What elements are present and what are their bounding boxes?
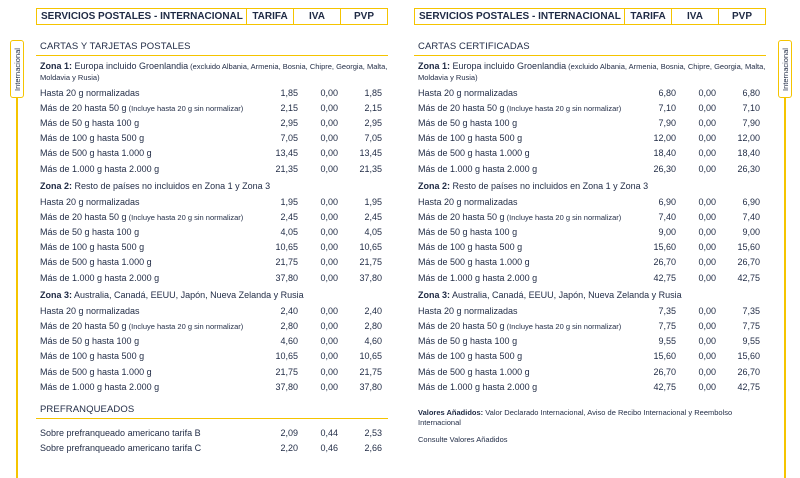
row-tarifa: 9,55 — [658, 336, 676, 347]
header-title: SERVICIOS POSTALES - INTERNACIONAL — [419, 11, 621, 22]
row-pvp: 9,00 — [742, 227, 760, 238]
side-tab-right — [778, 40, 792, 450]
row-tarifa: 7,40 — [658, 211, 676, 222]
side-tab-label-box — [778, 40, 792, 98]
row-tarifa: 7,05 — [280, 133, 298, 144]
row-label-text: Más de 50 g hasta 100 g — [418, 227, 518, 238]
row-pvp: 7,75 — [742, 321, 760, 332]
table-row — [414, 161, 766, 176]
row-label-text: Más de 50 g hasta 100 g — [40, 336, 140, 347]
zone-heading — [414, 181, 766, 192]
zone-name: Australia, Canadá, EEUU, Japón, Nueva Zelanda y Rusia — [72, 290, 304, 301]
row-tarifa: 1,85 — [280, 87, 298, 98]
row-pvp: 7,05 — [364, 133, 382, 144]
row-iva: 0,44 — [320, 427, 338, 438]
row-pvp: 18,40 — [737, 148, 760, 159]
zone-name: Europa incluido Groenlandia — [72, 61, 189, 71]
row-tarifa: 2,95 — [280, 117, 298, 128]
table-row — [36, 146, 388, 161]
zone-title: Zona 2: — [40, 181, 73, 192]
table-row — [414, 85, 766, 100]
row-label-text: Hasta 20 g normalizadas — [40, 305, 140, 316]
table-row — [414, 225, 766, 240]
row-tarifa: 2,20 — [280, 443, 298, 454]
table-row — [414, 115, 766, 130]
row-tarifa: 7,35 — [658, 305, 676, 316]
row-label — [40, 212, 258, 222]
side-rule — [16, 98, 18, 478]
table-row — [414, 318, 766, 333]
row-iva: 0,00 — [698, 305, 716, 316]
row-iva: 0,00 — [698, 351, 716, 362]
zone-block — [36, 290, 388, 394]
zone-exclusions: (excluido Albania, Armenia, Bosnia, Chipre, Georgia, Malta, Moldavia y Rusia) — [418, 62, 766, 82]
row-tarifa: 26,30 — [653, 163, 676, 174]
row-label-text: Hasta 20 g normalizadas — [40, 87, 140, 98]
row-tarifa: 21,75 — [275, 257, 298, 268]
table-row — [414, 194, 766, 209]
table-row — [414, 349, 766, 364]
row-tarifa: 7,90 — [658, 117, 676, 128]
row-label — [418, 321, 636, 331]
row-iva: 0,00 — [320, 257, 338, 268]
row-tarifa: 10,65 — [275, 351, 298, 362]
row-iva: 0,00 — [698, 196, 716, 207]
row-label-text: Más de 1.000 g hasta 2.000 g — [40, 163, 160, 174]
row-iva: 0,00 — [698, 242, 716, 253]
row-tarifa: 2,40 — [280, 305, 298, 316]
row-iva: 0,00 — [320, 148, 338, 159]
row-iva: 0,00 — [698, 148, 716, 159]
row-label — [40, 367, 258, 377]
added-values-text: Valor Declarado Internacional, Aviso de Recibo Internacional y Reembolso Internacional — [418, 408, 733, 428]
row-label-text: Más de 1.000 g hasta 2.000 g — [418, 163, 538, 174]
row-iva: 0,00 — [320, 272, 338, 283]
table-row — [414, 131, 766, 146]
row-pvp: 10,65 — [359, 242, 382, 253]
row-label-note: (Incluye hasta 20 g sin normalizar) — [504, 322, 622, 332]
header-pvp: PVP — [340, 9, 387, 24]
table-row — [414, 270, 766, 285]
header-tarifa: TARIFA — [246, 9, 293, 24]
row-pvp: 2,66 — [364, 443, 382, 454]
table-row — [36, 100, 388, 115]
row-iva: 0,00 — [320, 366, 338, 377]
zone-rows — [414, 194, 766, 285]
row-pvp: 37,80 — [359, 272, 382, 283]
table-header — [36, 8, 388, 25]
row-iva: 0,00 — [320, 321, 338, 332]
row-iva: 0,00 — [698, 102, 716, 113]
row-tarifa: 37,80 — [275, 381, 298, 392]
row-pvp: 6,80 — [742, 87, 760, 98]
row-pvp: 10,65 — [359, 351, 382, 362]
header-pvp: PVP — [718, 9, 765, 24]
row-pvp: 37,80 — [359, 381, 382, 392]
row-iva: 0,00 — [698, 211, 716, 222]
table-row — [36, 364, 388, 379]
row-iva: 0,00 — [320, 133, 338, 144]
row-label-text: Más de 100 g hasta 500 g — [418, 351, 523, 362]
table-row — [36, 349, 388, 364]
row-label — [40, 351, 258, 361]
row-iva: 0,00 — [320, 87, 338, 98]
table-row — [36, 441, 388, 456]
row-label — [418, 242, 636, 252]
row-label — [418, 273, 636, 283]
row-label-text: Más de 20 hasta 50 g — [418, 321, 505, 332]
zone-rows — [414, 85, 766, 176]
table-row — [36, 115, 388, 130]
row-tarifa: 2,09 — [280, 427, 298, 438]
row-tarifa: 21,35 — [275, 163, 298, 174]
zones — [414, 61, 766, 394]
row-iva: 0,00 — [698, 163, 716, 174]
row-label — [418, 367, 636, 377]
zone-block — [36, 181, 388, 285]
row-iva: 0,00 — [698, 336, 716, 347]
table-row — [36, 303, 388, 318]
row-label — [418, 382, 636, 392]
table-row — [36, 334, 388, 349]
side-tab-label: Internacional — [12, 47, 22, 91]
row-label-text: Más de 20 hasta 50 g — [40, 102, 127, 113]
zone-heading — [414, 61, 766, 83]
row-label-text: Más de 1.000 g hasta 2.000 g — [40, 381, 160, 392]
table-row — [36, 225, 388, 240]
row-label-text: Más de 50 g hasta 100 g — [418, 336, 518, 347]
row-label-text: Hasta 20 g normalizadas — [418, 87, 518, 98]
table-row — [414, 334, 766, 349]
table-row — [36, 194, 388, 209]
row-iva: 0,00 — [698, 257, 716, 268]
row-label-text: Más de 500 g hasta 1.000 g — [40, 257, 152, 268]
section-heading-prefranqueados: PREFRANQUEADOS — [36, 404, 388, 419]
row-label-text: Más de 50 g hasta 100 g — [40, 117, 140, 128]
zone-name: Resto de países no incluidos en Zona 1 y Zona 3 — [72, 181, 271, 192]
row-label-text: Más de 100 g hasta 500 g — [40, 242, 145, 253]
row-tarifa: 7,10 — [658, 102, 676, 113]
table-row — [414, 303, 766, 318]
row-label — [418, 351, 636, 361]
zone-rows — [36, 194, 388, 285]
row-label — [418, 148, 636, 158]
row-label-text: Sobre prefranqueado americano tarifa B — [40, 427, 201, 438]
row-label-note: (Incluye hasta 20 g sin normalizar) — [504, 212, 622, 222]
row-label — [40, 103, 258, 113]
zone-block — [36, 61, 388, 176]
row-label — [418, 88, 636, 98]
row-label-text: Más de 100 g hasta 500 g — [418, 133, 523, 144]
row-label — [418, 257, 636, 267]
row-iva: 0,00 — [698, 381, 716, 392]
right-column — [414, 0, 766, 445]
row-pvp: 26,30 — [737, 163, 760, 174]
table-row — [414, 364, 766, 379]
row-pvp: 9,55 — [742, 336, 760, 347]
row-label — [40, 336, 258, 346]
row-pvp: 42,75 — [737, 272, 760, 283]
table-row — [36, 161, 388, 176]
row-label-text: Más de 500 g hasta 1.000 g — [418, 148, 530, 159]
zone-heading — [36, 61, 388, 83]
row-pvp: 1,95 — [364, 196, 382, 207]
table-row — [414, 100, 766, 115]
table-row — [36, 379, 388, 394]
row-tarifa: 13,45 — [275, 148, 298, 159]
row-tarifa: 7,75 — [658, 321, 676, 332]
zone-name: Resto de países no incluidos en Zona 1 y Zona 3 — [450, 181, 649, 192]
row-label-text: Más de 1.000 g hasta 2.000 g — [418, 381, 538, 392]
row-tarifa: 15,60 — [653, 242, 676, 253]
zone-title: Zona 1: — [40, 61, 73, 71]
row-tarifa: 21,75 — [275, 366, 298, 377]
zone-rows — [36, 85, 388, 176]
table-header — [414, 8, 766, 25]
left-column — [36, 0, 388, 456]
row-label-text: Más de 50 g hasta 100 g — [418, 117, 518, 128]
row-label-text: Más de 20 hasta 50 g — [40, 211, 127, 222]
row-label-text: Más de 500 g hasta 1.000 g — [40, 148, 152, 159]
row-pvp: 15,60 — [737, 242, 760, 253]
side-tab-label: Internacional — [780, 47, 790, 91]
added-values-title: Valores Añadidos: — [418, 408, 484, 418]
row-label — [418, 197, 636, 207]
row-tarifa: 26,70 — [653, 366, 676, 377]
added-values-note — [414, 408, 766, 428]
zone-title: Zona 3: — [40, 290, 73, 301]
zone-rows — [414, 303, 766, 394]
zone-name: Australia, Canadá, EEUU, Japón, Nueva Zelanda y Rusia — [450, 290, 682, 301]
row-label-text: Hasta 20 g normalizadas — [418, 305, 518, 316]
row-tarifa: 6,90 — [658, 196, 676, 207]
row-label-text: Más de 100 g hasta 500 g — [418, 242, 523, 253]
row-label — [40, 321, 258, 331]
row-label-note: (Incluye hasta 20 g sin normalizar) — [126, 322, 244, 332]
row-label — [40, 133, 258, 143]
row-tarifa: 6,80 — [658, 87, 676, 98]
row-tarifa: 42,75 — [653, 272, 676, 283]
consult-link[interactable]: Consulte Valores Añadidos — [418, 435, 508, 445]
row-iva: 0,00 — [320, 117, 338, 128]
row-label-text: Más de 500 g hasta 1.000 g — [418, 366, 530, 377]
row-iva: 0,00 — [320, 163, 338, 174]
table-row — [36, 131, 388, 146]
section-heading: CARTAS CERTIFICADAS — [414, 41, 766, 56]
row-tarifa: 10,65 — [275, 242, 298, 253]
row-tarifa: 1,95 — [280, 196, 298, 207]
row-label — [418, 118, 636, 128]
header-iva: IVA — [671, 9, 718, 24]
row-pvp: 4,60 — [364, 336, 382, 347]
row-label — [418, 227, 636, 237]
row-label-text: Más de 1.000 g hasta 2.000 g — [40, 272, 160, 283]
row-tarifa: 2,45 — [280, 211, 298, 222]
row-pvp: 2,45 — [364, 211, 382, 222]
row-label — [40, 148, 258, 158]
row-iva: 0,00 — [698, 321, 716, 332]
row-label — [40, 382, 258, 392]
row-iva: 0,00 — [320, 305, 338, 316]
row-iva: 0,00 — [698, 272, 716, 283]
table-row — [414, 379, 766, 394]
row-pvp: 12,00 — [737, 133, 760, 144]
row-tarifa: 2,15 — [280, 102, 298, 113]
row-label — [418, 103, 636, 113]
zone-name: Europa incluido Groenlandia — [450, 61, 567, 71]
row-pvp: 2,40 — [364, 305, 382, 316]
row-tarifa: 26,70 — [653, 257, 676, 268]
row-label-note: (Incluye hasta 20 g sin normalizar) — [504, 103, 622, 113]
row-pvp: 13,45 — [359, 148, 382, 159]
row-pvp: 2,53 — [364, 427, 382, 438]
table-row — [36, 209, 388, 224]
zone-heading — [36, 290, 388, 301]
row-pvp: 21,35 — [359, 163, 382, 174]
zone-title: Zona 1: — [418, 61, 451, 71]
row-pvp: 2,95 — [364, 117, 382, 128]
zones — [36, 61, 388, 394]
table-row — [414, 240, 766, 255]
section-heading: CARTAS Y TARJETAS POSTALES — [36, 41, 388, 56]
header-tarifa: TARIFA — [624, 9, 671, 24]
row-iva: 0,00 — [698, 117, 716, 128]
row-label — [40, 242, 258, 252]
row-tarifa: 9,00 — [658, 227, 676, 238]
row-pvp: 7,35 — [742, 305, 760, 316]
row-label — [40, 306, 258, 316]
row-label-text: Sobre prefranqueado americano tarifa C — [40, 443, 202, 454]
row-iva: 0,00 — [320, 351, 338, 362]
row-label — [40, 88, 258, 98]
row-label-text: Más de 1.000 g hasta 2.000 g — [418, 272, 538, 283]
row-iva: 0,00 — [698, 227, 716, 238]
row-label — [40, 257, 258, 267]
zone-block — [414, 181, 766, 285]
row-pvp: 2,80 — [364, 321, 382, 332]
row-tarifa: 42,75 — [653, 381, 676, 392]
row-label — [40, 443, 258, 453]
row-pvp: 26,70 — [737, 257, 760, 268]
row-pvp: 6,90 — [742, 196, 760, 207]
table-row — [414, 255, 766, 270]
zone-heading — [36, 181, 388, 192]
row-label-text: Más de 500 g hasta 1.000 g — [40, 366, 152, 377]
zone-title: Zona 2: — [418, 181, 451, 192]
prefranqueados-rows — [36, 425, 388, 455]
row-pvp: 21,75 — [359, 257, 382, 268]
table-row — [36, 425, 388, 440]
side-tab-label-box — [10, 40, 24, 98]
row-iva: 0,00 — [698, 87, 716, 98]
row-label — [40, 428, 258, 438]
row-label-text: Hasta 20 g normalizadas — [418, 196, 518, 207]
row-iva: 0,00 — [698, 133, 716, 144]
row-pvp: 21,75 — [359, 366, 382, 377]
row-label — [40, 273, 258, 283]
row-tarifa: 4,60 — [280, 336, 298, 347]
row-iva: 0,00 — [320, 336, 338, 347]
row-tarifa: 18,40 — [653, 148, 676, 159]
row-pvp: 7,90 — [742, 117, 760, 128]
row-label-text: Más de 500 g hasta 1.000 g — [418, 257, 530, 268]
row-iva: 0,00 — [320, 102, 338, 113]
row-label — [418, 306, 636, 316]
row-pvp: 7,10 — [742, 102, 760, 113]
table-row — [36, 318, 388, 333]
table-row — [36, 255, 388, 270]
row-label — [40, 118, 258, 128]
row-tarifa: 2,80 — [280, 321, 298, 332]
zone-exclusions: (excluido Albania, Armenia, Bosnia, Chipre, Georgia, Malta, Moldavia y Rusia) — [40, 62, 388, 82]
row-label — [418, 212, 636, 222]
table-row — [36, 270, 388, 285]
row-label-text: Más de 100 g hasta 500 g — [40, 133, 145, 144]
table-row — [414, 146, 766, 161]
zone-rows — [36, 303, 388, 394]
row-tarifa: 15,60 — [653, 351, 676, 362]
row-label-text: Más de 20 hasta 50 g — [418, 211, 505, 222]
row-label — [40, 227, 258, 237]
row-iva: 0,00 — [320, 227, 338, 238]
row-label-text: Más de 20 hasta 50 g — [40, 321, 127, 332]
row-iva: 0,00 — [320, 211, 338, 222]
row-iva: 0,00 — [698, 366, 716, 377]
row-pvp: 15,60 — [737, 351, 760, 362]
header-title: SERVICIOS POSTALES - INTERNACIONAL — [41, 11, 243, 22]
row-label-text: Hasta 20 g normalizadas — [40, 196, 140, 207]
table-row — [414, 209, 766, 224]
row-pvp: 4,05 — [364, 227, 382, 238]
table-row — [36, 85, 388, 100]
row-pvp: 7,40 — [742, 211, 760, 222]
row-label — [418, 336, 636, 346]
row-tarifa: 37,80 — [275, 272, 298, 283]
row-label — [418, 164, 636, 174]
row-label-note: (Incluye hasta 20 g sin normalizar) — [126, 103, 244, 113]
row-label — [40, 197, 258, 207]
zone-heading — [414, 290, 766, 301]
zone-block — [414, 61, 766, 176]
row-pvp: 1,85 — [364, 87, 382, 98]
row-pvp: 26,70 — [737, 366, 760, 377]
row-pvp: 2,15 — [364, 102, 382, 113]
row-iva: 0,00 — [320, 196, 338, 207]
row-label-text: Más de 20 hasta 50 g — [418, 102, 505, 113]
zone-title: Zona 3: — [418, 290, 451, 301]
row-iva: 0,00 — [320, 381, 338, 392]
row-iva: 0,46 — [320, 443, 338, 454]
row-label-text: Más de 100 g hasta 500 g — [40, 351, 145, 362]
row-label-note: (Incluye hasta 20 g sin normalizar) — [126, 212, 244, 222]
table-row — [36, 240, 388, 255]
side-rule — [784, 98, 786, 478]
row-label — [40, 164, 258, 174]
row-tarifa: 4,05 — [280, 227, 298, 238]
side-tab-left — [10, 40, 24, 450]
row-tarifa: 12,00 — [653, 133, 676, 144]
header-iva: IVA — [293, 9, 340, 24]
row-label — [418, 133, 636, 143]
row-label-text: Más de 50 g hasta 100 g — [40, 227, 140, 238]
row-pvp: 42,75 — [737, 381, 760, 392]
row-iva: 0,00 — [320, 242, 338, 253]
zone-block — [414, 290, 766, 394]
